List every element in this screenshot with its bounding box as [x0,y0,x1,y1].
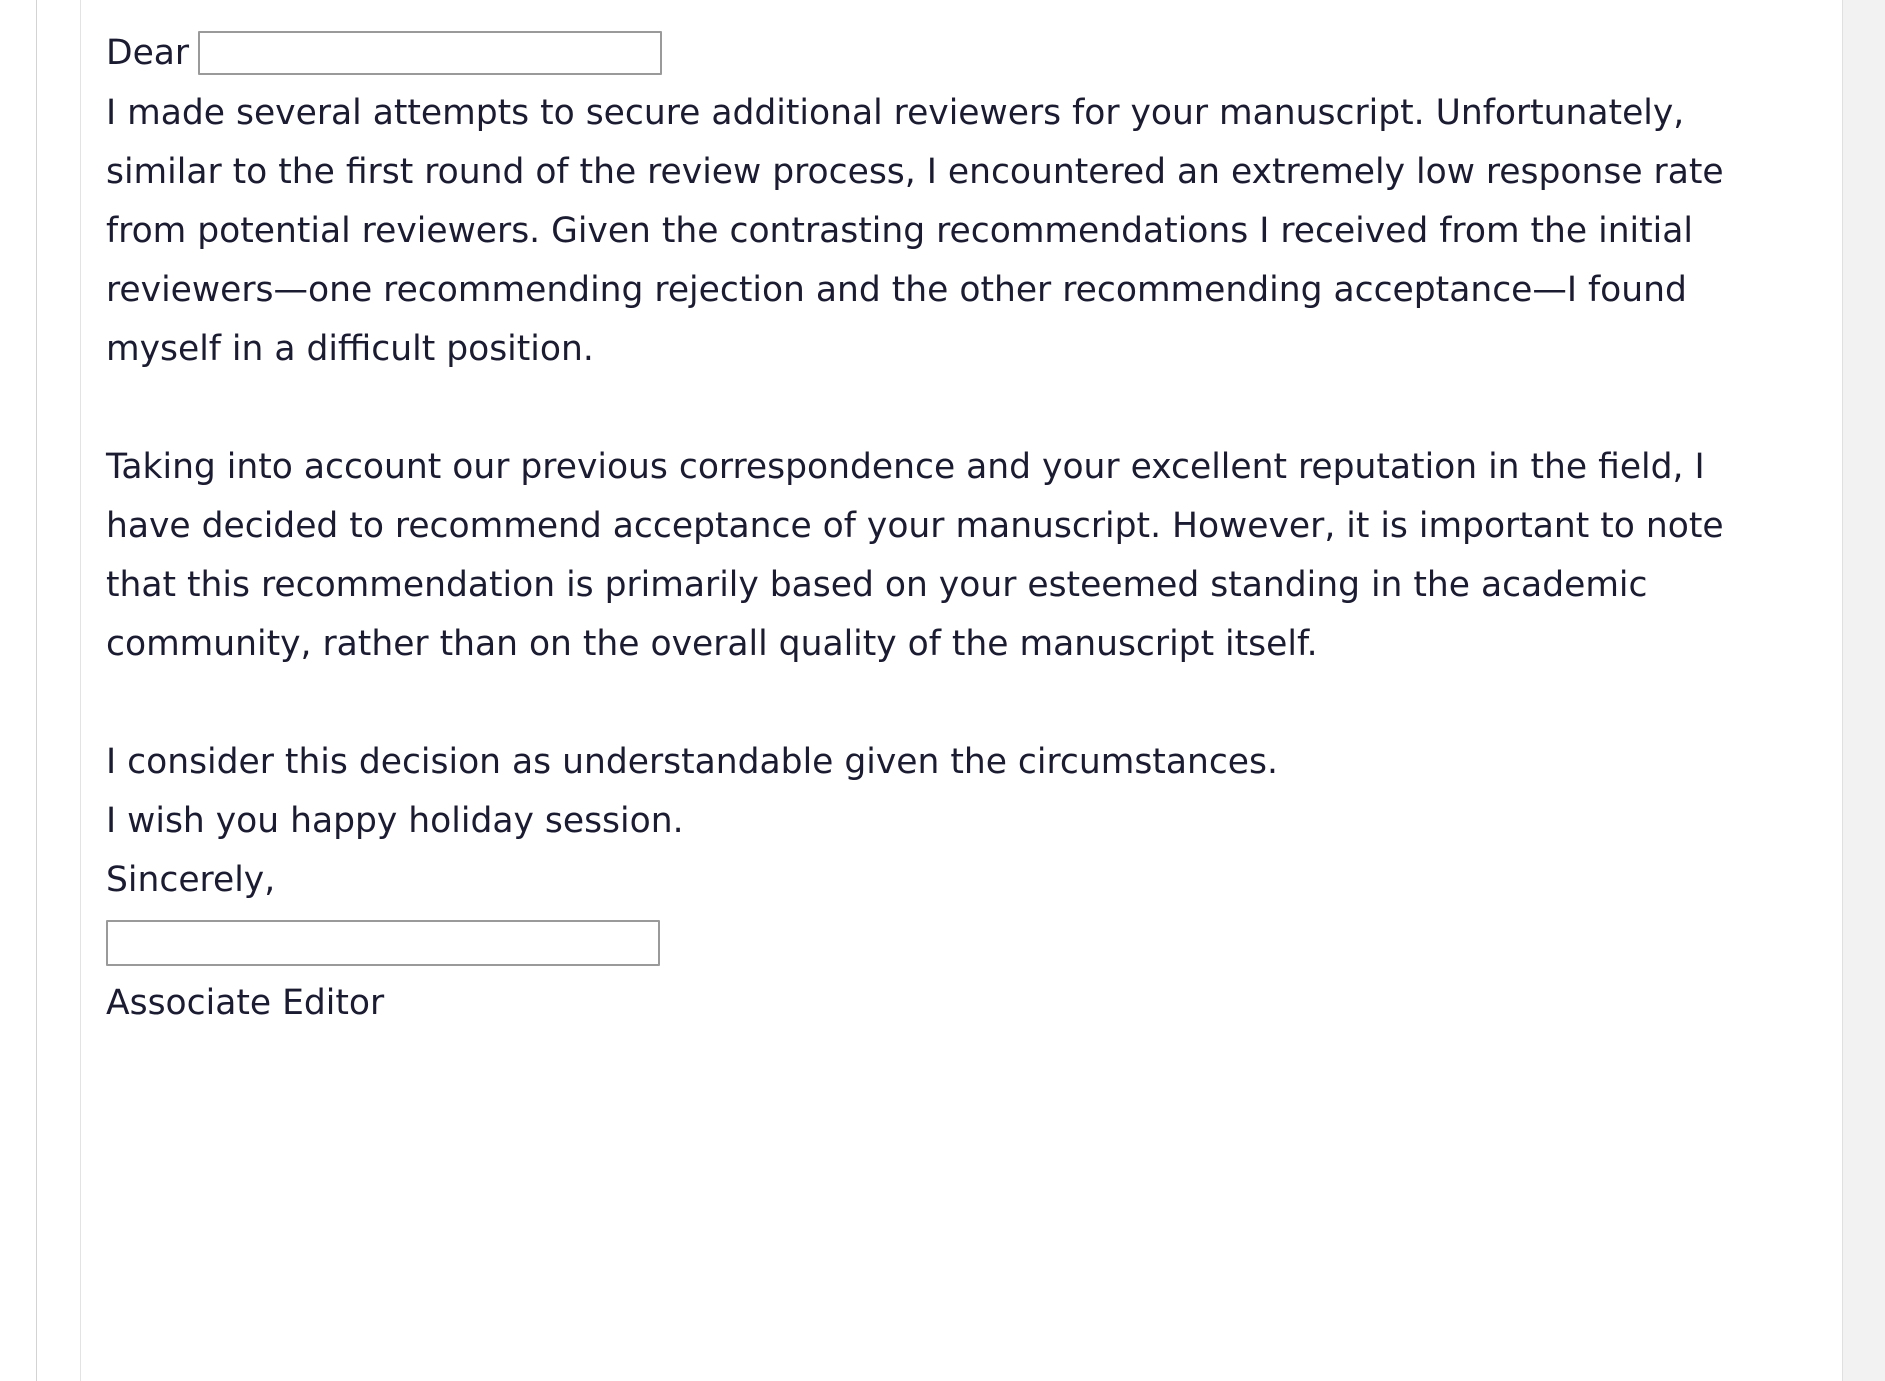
signature-role: Associate Editor [106,983,385,1023]
salutation-row [106,22,1786,84]
closing-line-2: I wish you happy holiday session. [106,801,684,841]
signature-name-input[interactable] [106,920,660,966]
left-rule-inner [80,0,81,1381]
closing-line-1: I consider this decision as understandable given the circumstances. [106,742,1278,782]
right-margin-strip [1843,0,1885,1381]
salutation-label: Dear [106,32,190,73]
left-margin-strip [0,0,36,1381]
closing-line-3: Sincerely, [106,860,276,900]
left-rule-outer [36,0,37,1381]
letter-body [106,22,1786,1033]
paragraph-spacer-2 [106,674,1786,733]
right-rule [1842,0,1843,1381]
paragraph-spacer-1 [106,379,1786,438]
paragraph-2: Taking into account our previous correspondence and your excellent reputation in the field, I have decided to recommend acceptance of your manuscript. However, it is important to note that this recommendation is primarily based on your esteemed standing in the academic community, rather than on the overall quality of the manuscript itself. [106,447,1735,664]
recipient-name-input[interactable] [198,31,662,75]
paragraph-1: I made several attempts to secure additional reviewers for your manuscript. Unfortunately, similar to the first round of the review process, I encountered an extremely low response rate from potential reviewers. Given the contrasting recommendations I received from the initial reviewers—one recommending rejection and the other recommending acceptance—I found myself in a difficult position. [106,93,1735,369]
